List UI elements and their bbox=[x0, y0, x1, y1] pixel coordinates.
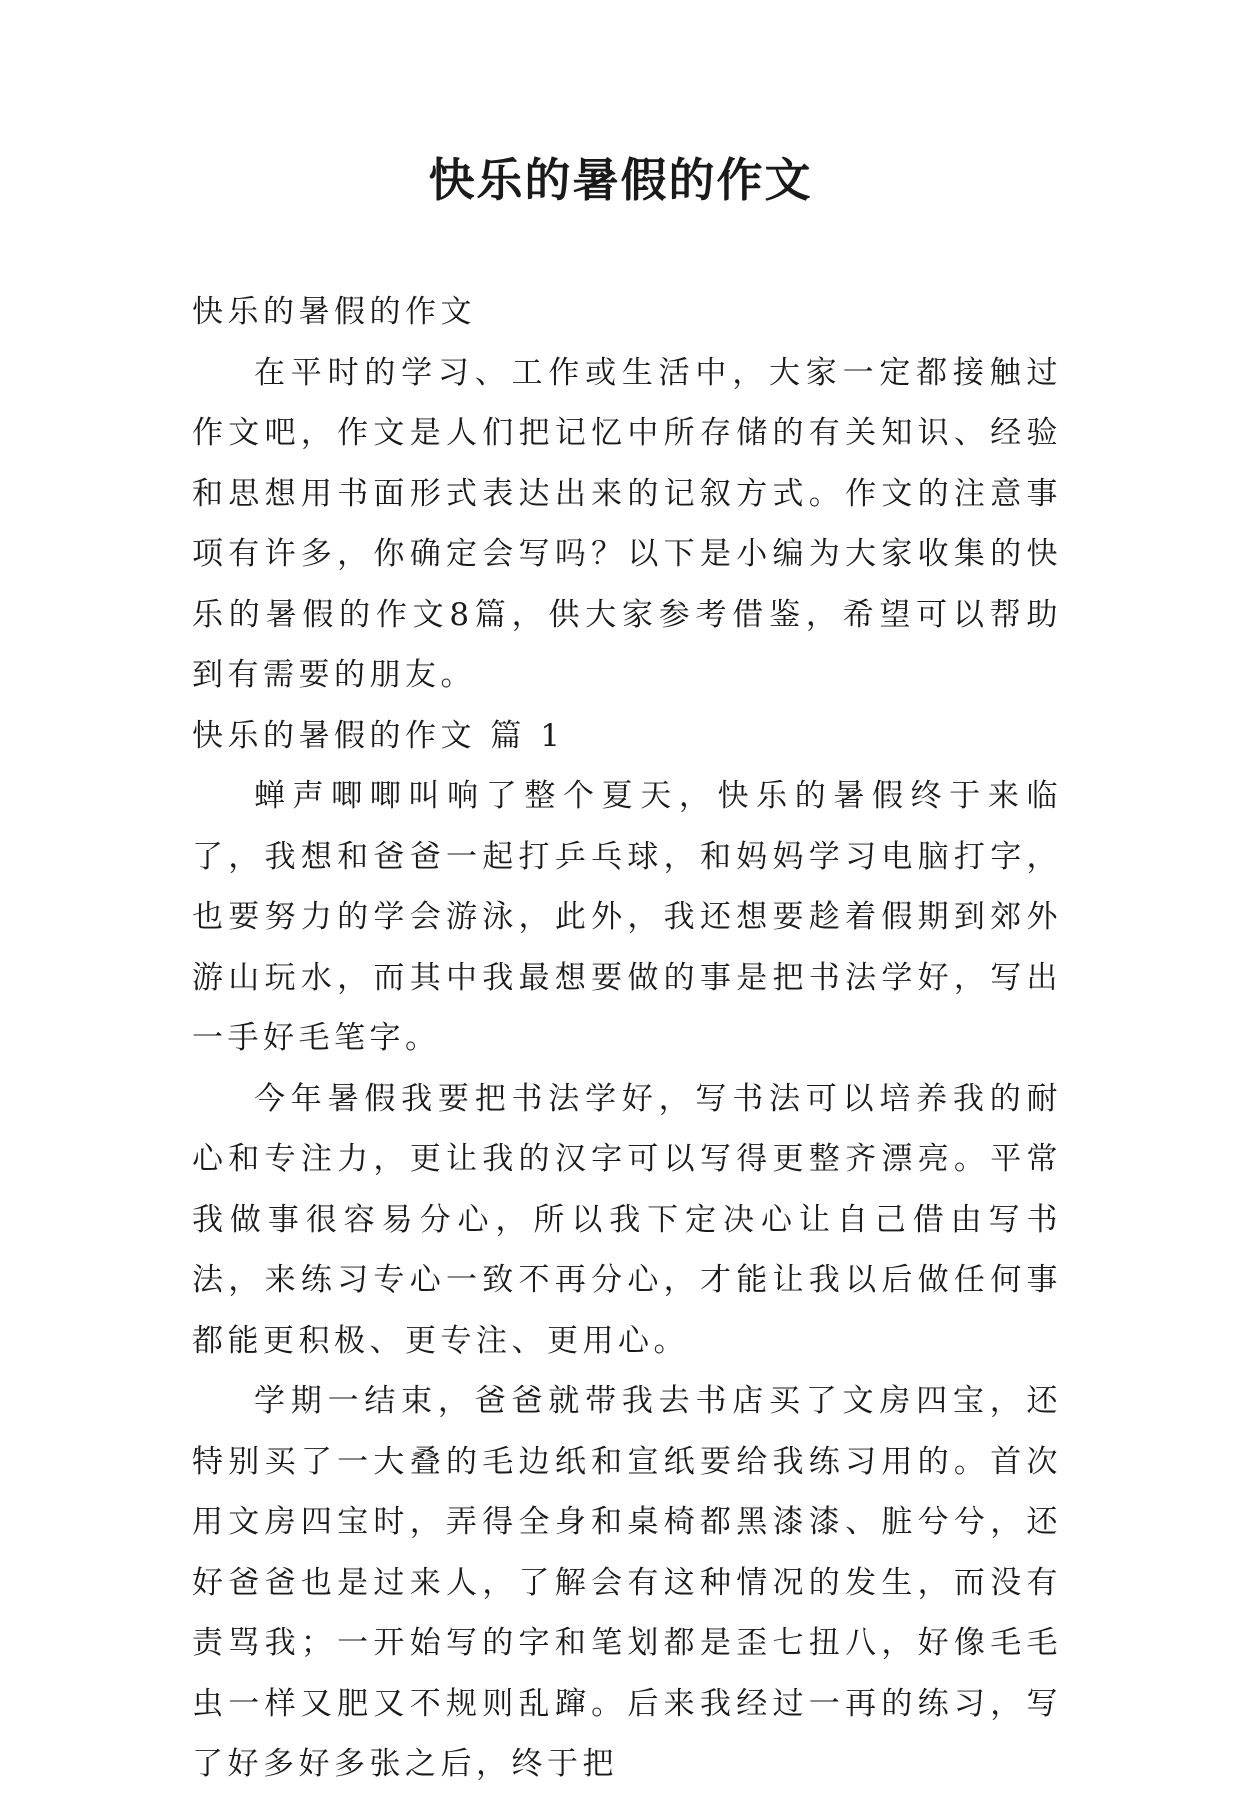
page-title: 快乐的暑假的作文 bbox=[428, 153, 813, 207]
body-paragraph: 蝉声唧唧叫响了整个夏天，快乐的暑假终于来临了，我想和爸爸一起打乒乓球，和妈妈学习电脑打字，也要努力的学会游泳，此外，我还想要趁着假期到郊外游山玩水，而其中我最想要做的事是把书法学好，写出一手好毛笔字。 bbox=[192, 778, 1062, 1056]
document-subtitle: 快乐的暑假的作文 bbox=[192, 294, 476, 330]
intro-paragraph: 在平时的学习、工作或生活中，大家一定都接触过作文吧，作文是人们把记忆中所存储的有关知识、经验和思想用书面形式表达出来的记叙方式。作文的注意事项有许多，你确定会写吗？以下是小编为大家收集的快乐的暑假的作文8篇，供大家参考借鉴，希望可以帮助到有需要的朋友。 bbox=[192, 354, 1062, 693]
document-body bbox=[192, 282, 1062, 1795]
body-paragraph: 今年暑假我要把书法学好，写书法可以培养我的耐心和专注力，更让我的汉字可以写得更整齐漂亮。平常我做事很容易分心，所以我下定决心让自己借由写书法，来练习专心一致不再分心，才能让我以后做任何事都能更积极、更专注、更用心。 bbox=[192, 1080, 1062, 1359]
section-heading: 快乐的暑假的作文 篇 1 bbox=[192, 717, 565, 754]
body-paragraph: 学期一结束，爸爸就带我去书店买了文房四宝，还特别买了一大叠的毛边纸和宣纸要给我练习用的。首次用文房四宝时，弄得全身和桌椅都黑漆漆、脏兮兮，还好爸爸也是过来人，了解会有这种情况的发生，而没有责骂我；一开始写的字和笔划都是歪七扭八，好像毛毛虫一样又肥又不规则乱蹿。后来我经过一再的练习，写了好多好多张之后，终于把 bbox=[192, 1383, 1062, 1782]
